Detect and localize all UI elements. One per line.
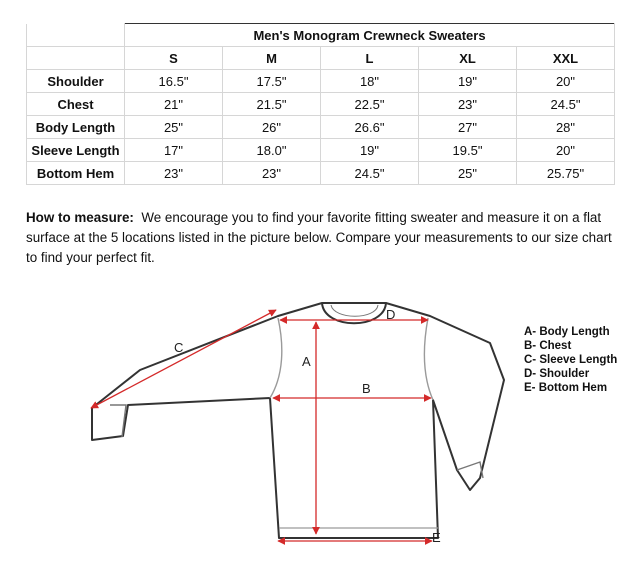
row-label: Body Length	[27, 116, 125, 139]
table-cell: 20"	[517, 139, 615, 162]
how-to-measure-heading: How to measure:	[26, 210, 134, 225]
table-cell: 17"	[125, 139, 223, 162]
row-label: Shoulder	[27, 70, 125, 93]
how-to-measure-body: We encourage you to find your favorite fitting sweater and measure it on a flat surface at the 5 locations listed in the picture below. Compare your measurements to our size chart to find your perfect fit.	[26, 210, 612, 265]
table-cell: 19.5"	[419, 139, 517, 162]
size-header-m: M	[223, 47, 321, 70]
table-cell: 21"	[125, 93, 223, 116]
table-cell: 16.5"	[125, 70, 223, 93]
table-cell: 23"	[125, 162, 223, 185]
measurement-legend	[524, 325, 617, 395]
row-label: Bottom Hem	[27, 162, 125, 185]
label-e: E	[432, 530, 441, 545]
size-header-l: L	[321, 47, 419, 70]
table-row-body-length	[27, 116, 615, 139]
table-row-chest	[27, 93, 615, 116]
row-label: Sleeve Length	[27, 139, 125, 162]
table-cell: 21.5"	[223, 93, 321, 116]
table-title: Men's Monogram Crewneck Sweaters	[125, 24, 615, 47]
table-cell: 22.5"	[321, 93, 419, 116]
row-label: Chest	[27, 93, 125, 116]
table-cell: 20"	[517, 70, 615, 93]
legend-item: C- Sleeve Length	[524, 354, 618, 366]
table-cell: 18.0"	[223, 139, 321, 162]
size-header-s: S	[125, 47, 223, 70]
table-cell: 25.75"	[517, 162, 615, 185]
size-header-xl: XL	[419, 47, 517, 70]
table-cell: 19"	[321, 139, 419, 162]
label-d: D	[386, 307, 396, 322]
table-cell: 25"	[419, 162, 517, 185]
size-chart-table	[26, 23, 615, 185]
label-a: A	[302, 354, 311, 369]
table-cell: 19"	[419, 70, 517, 93]
sweater-outline	[92, 303, 504, 538]
table-cell: 23"	[419, 93, 517, 116]
size-header-xxl: XXL	[517, 47, 615, 70]
table-cell: 26.6"	[321, 116, 419, 139]
legend-item: A- Body Length	[524, 326, 610, 338]
how-to-measure-paragraph	[26, 208, 626, 268]
header-empty-cell	[27, 47, 125, 70]
table-cell: 26"	[223, 116, 321, 139]
legend-item: B- Chest	[524, 340, 572, 352]
legend-item: D- Shoulder	[524, 368, 590, 380]
table-cell: 27"	[419, 116, 517, 139]
table-cell: 18"	[321, 70, 419, 93]
table-cell: 24.5"	[321, 162, 419, 185]
size-header-row	[27, 47, 615, 70]
label-b: B	[362, 381, 371, 396]
table-cell: 23"	[223, 162, 321, 185]
table-row-bottom-hem	[27, 162, 615, 185]
table-cell: 25"	[125, 116, 223, 139]
table-cell: 17.5"	[223, 70, 321, 93]
table-corner-cell	[27, 24, 125, 47]
table-row-shoulder	[27, 70, 615, 93]
label-c: C	[174, 340, 184, 355]
legend-item: E- Bottom Hem	[524, 382, 608, 394]
table-cell: 24.5"	[517, 93, 615, 116]
table-cell: 28"	[517, 116, 615, 139]
table-row-sleeve-length	[27, 139, 615, 162]
